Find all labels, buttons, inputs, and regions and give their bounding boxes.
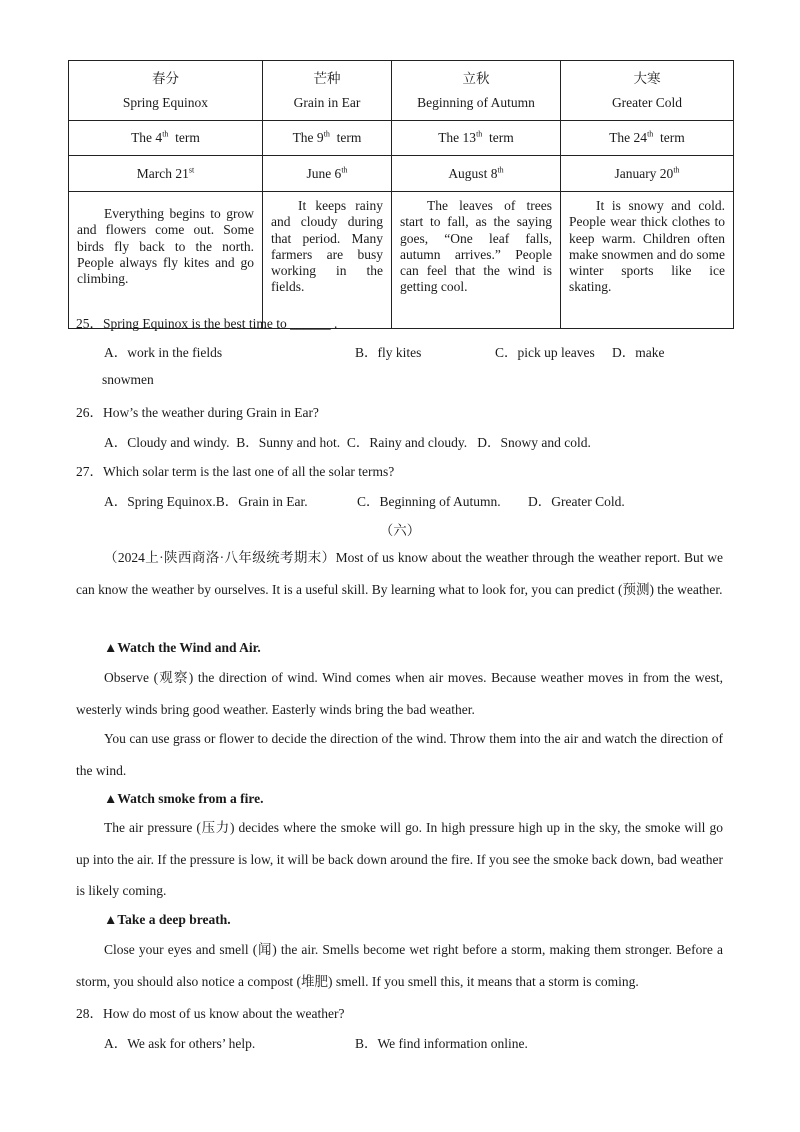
table-cell: The 4th term [69,121,263,156]
table-cell: August 8th [392,156,561,192]
table-cell: The 24th term [561,121,734,156]
question-25-option-c: C．pick up leaves [495,345,595,360]
passage-paragraph-2: You can use grass or flower to decide the direction of the wind. Throw them into the air and watch the direction of the wind. [76,731,723,778]
passage-heading-1: ▲Watch the Wind and Air. [104,640,261,655]
question-26-options: A．Cloudy and windy. B．Sunny and hot. C．Rainy and cloudy. D．Snowy and cold. [104,435,591,450]
table-row-names [69,61,734,121]
passage-heading-3: ▲Take a deep breath. [104,912,231,927]
passage-intro: （2024上·陕西商洛·八年级统考期末）Most of us know about the weather through the weather report. But we can know the weather by ourselves. It is a useful skill. By learning what to look for, you can predict (预测) the weather. [76,550,723,597]
question-27-option-d: D．Greater Cold. [528,494,625,509]
table-cell: The leaves of trees start to fall, as the saying goes, “One leaf falls, autumn arrives.” People can feel that the wind is getting cool. [392,192,561,329]
table-cell: March 21st [69,156,263,192]
table-cell: June 6th [263,156,392,192]
table-cell: Everything begins to grow and flowers come out. Some birds fly back to the north. People always fly kites and go climbing. [69,192,263,329]
question-28-option-a: A．We ask for others’ help. [104,1036,256,1051]
table-row-descriptions [69,192,734,329]
table-cell: The 9th term [263,121,392,156]
question-26-stem: 26．How’s the weather during Grain in Ear? [76,405,319,420]
question-27-option-c: C．Beginning of Autumn. [357,494,501,509]
passage-heading-2: ▲Watch smoke from a fire. [104,791,264,806]
section-number: （六） [379,523,421,538]
question-25-option-b: B．fly kites [355,345,422,360]
question-25-option-d: D．make [612,345,665,360]
question-28-option-b: B．We find information online. [355,1036,528,1051]
question-27-stem: 27．Which solar term is the last one of all the solar terms? [76,464,395,479]
table-cell: It is snowy and cold. People wear thick clothes to keep warm. Children often make snowmen and do some winter sports like ice skating. [561,192,734,329]
table-cell: 春分 Spring Equinox [69,61,263,121]
table-cell: 立秋 Beginning of Autumn [392,61,561,121]
question-25-option-a: A．work in the fields [104,345,223,360]
table-cell: The 13th term [392,121,561,156]
question-25-option-d-continued: snowmen [102,372,154,387]
table-cell: 芒种 Grain in Ear [263,61,392,121]
table-row-terms [69,121,734,156]
table-row-dates [69,156,734,192]
passage-paragraph-1: Observe (观察) the direction of wind. Wind comes when air moves. Because weather moves in from the west, westerly winds bring good weather. Easterly winds bring the bad weather. [76,670,723,717]
solar-terms-table [68,60,734,329]
table-cell: January 20th [561,156,734,192]
passage-paragraph-3: The air pressure (压力) decides where the smoke will go. In high pressure high up in the sky, the smoke will go up into the air. If the pressure is low, it will be back down around the fire. If you see the smoke back down, bad weather is likely coming. [76,820,723,898]
table-cell: It keeps rainy and cloudy during that period. Many farmers are busy working in the fields. [263,192,392,329]
table-cell: 大寒 Greater Cold [561,61,734,121]
question-27-option-ab: A．Spring Equinox.B．Grain in Ear. [104,494,308,509]
passage-paragraph-4: Close your eyes and smell (闻) the air. Smells become wet right before a storm, making them stronger. Before a storm, you should also notice a compost (堆肥) smell. If you smell this, it means that a storm is coming. [76,942,723,989]
question-25-stem: 25．Spring Equinox is the best time to ______ . [76,316,338,331]
question-28-stem: 28．How do most of us know about the weather? [76,1006,345,1021]
